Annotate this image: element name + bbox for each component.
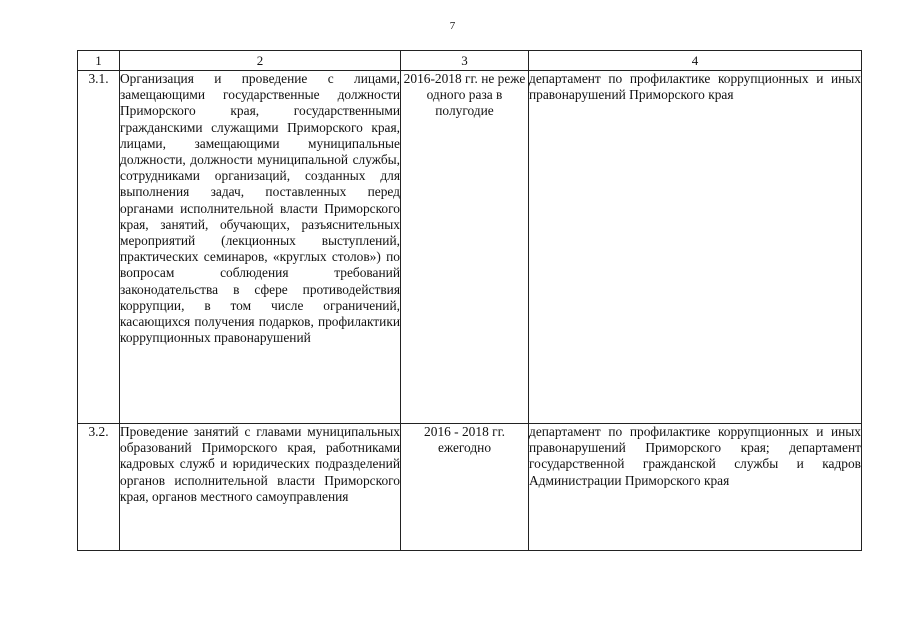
measures-table [77,50,862,551]
measure-description: Организация и проведение с лицами, замещающими государственные должности Приморского края, государственными гражданскими служащими Приморского края, лицами, замещающими муниципальные должности, должности муниципальной службы, сотрудниками организаций, созданных для выполнения задач, поставленных перед органами исполнительной власти Приморского края, занятий, обучающих, разъяснительных мероприятий (лекционных выступлений, практических семинаров, «круглых столов») по вопросам соблюдения требований законодательства в сфере противодействия коррупции, в том числе ограничений, касающихся получения подарков, профилактики коррупционных правонарушений [120,71,401,424]
header-col-1: 1 [78,51,120,71]
measure-period: 2016-2018 гг. не реже одного раза в полугодие [401,71,529,424]
row-number: 3.2. [78,424,120,551]
header-col-3: 3 [401,51,529,71]
measure-period: 2016 - 2018 гг. ежегодно [401,424,529,551]
table-row [78,71,862,424]
row-number: 3.1. [78,71,120,424]
header-col-4: 4 [529,51,862,71]
header-col-2: 2 [120,51,401,71]
table-row [78,424,862,551]
page-number: 7 [449,20,456,32]
measure-executor: департамент по профилактике коррупционных и иных правонарушений Приморского края [529,71,862,424]
header-row [78,51,862,71]
measure-description: Проведение занятий с главами муниципальных образований Приморского края, работниками кадровых служб и юридических подразделений органов исполнительной власти Приморского края, органов местного самоуправления [120,424,401,551]
measure-executor: департамент по профилактике коррупционных и иных правонарушений Приморского края; департамент государственной гражданской службы и кадров Администрации Приморского края [529,424,862,551]
